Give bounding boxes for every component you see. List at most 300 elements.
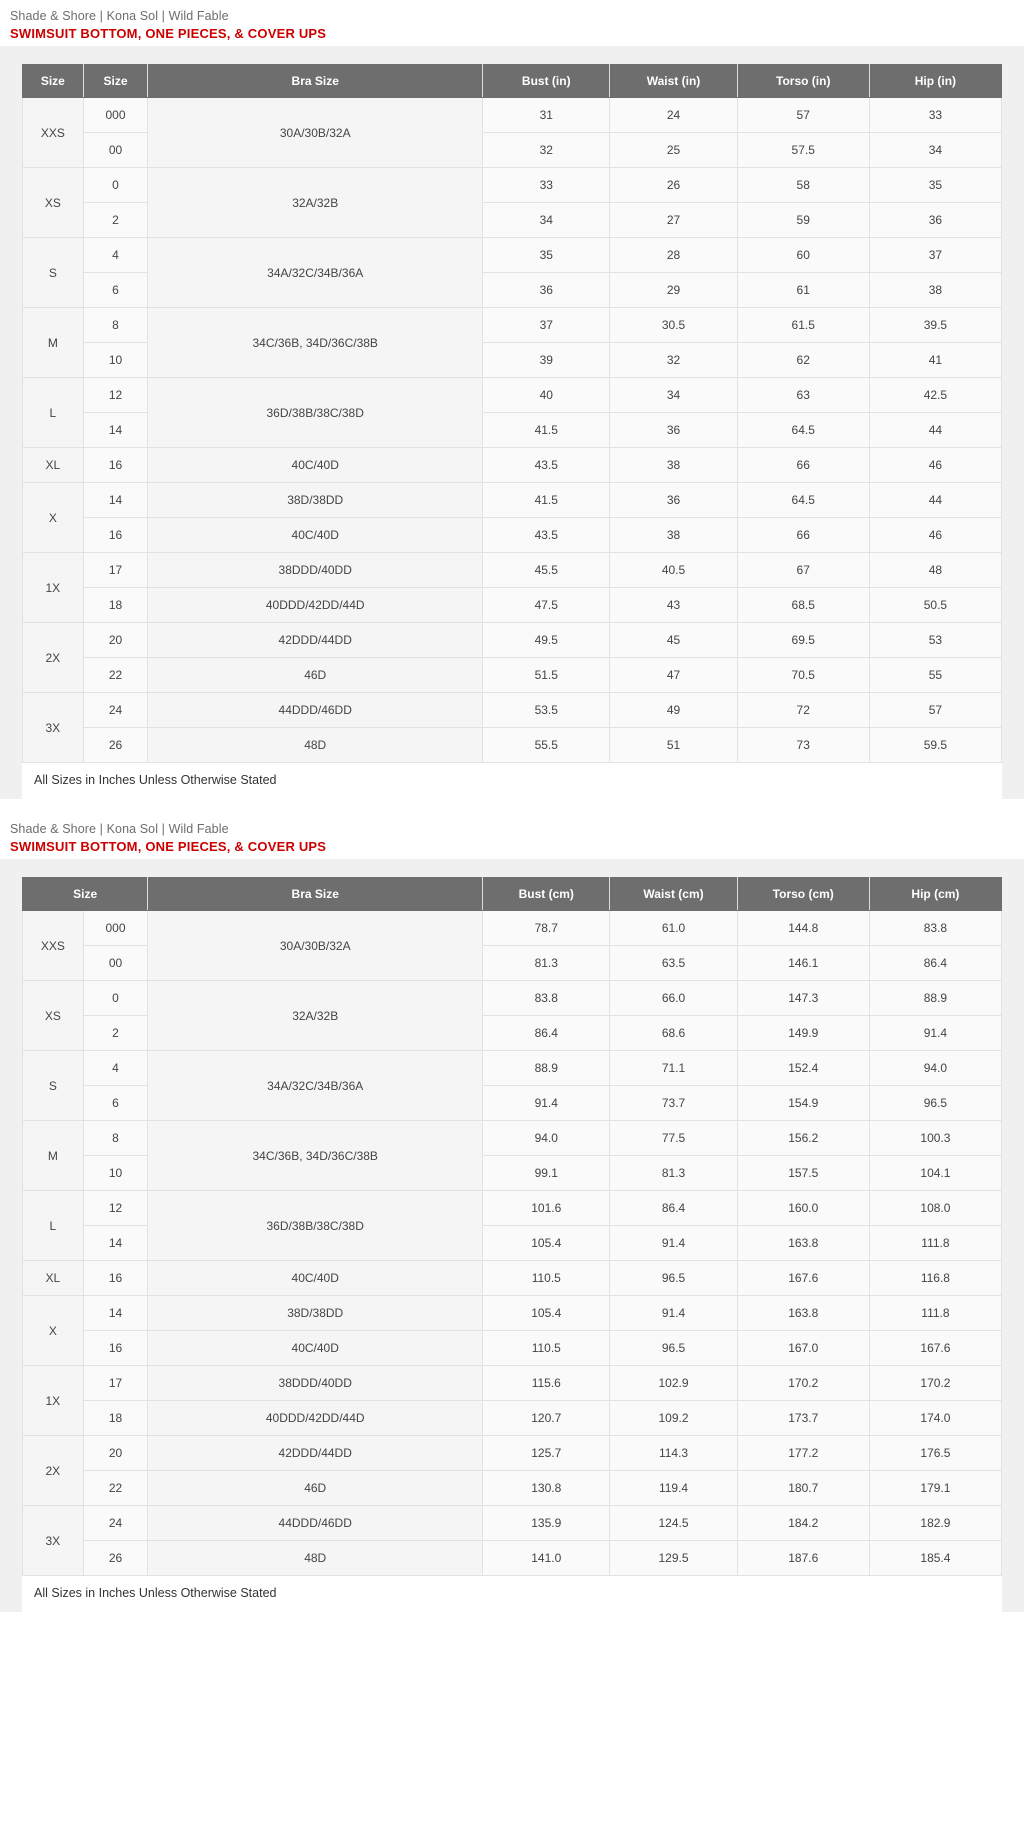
hip-cell: 50.5	[869, 588, 1001, 623]
table-row	[23, 518, 1002, 553]
waist-cell: 47	[610, 658, 737, 693]
bra-size-cell: 34C/36B, 34D/36C/38B	[148, 308, 483, 378]
heading-block-inches	[0, 0, 1024, 46]
torso-cell: 154.9	[737, 1086, 869, 1121]
hip-cell: 100.3	[869, 1121, 1001, 1156]
hip-cell: 36	[869, 203, 1001, 238]
hip-cell: 44	[869, 483, 1001, 518]
table-row	[23, 1331, 1002, 1366]
bust-cell: 101.6	[483, 1191, 610, 1226]
numeric-size-cell: 17	[83, 553, 148, 588]
hip-cell: 179.1	[869, 1471, 1001, 1506]
waist-cell: 96.5	[610, 1331, 737, 1366]
numeric-size-cell: 000	[83, 911, 148, 946]
table-row	[23, 1401, 1002, 1436]
torso-cell: 61	[737, 273, 869, 308]
table-row	[23, 168, 1002, 203]
waist-cell: 77.5	[610, 1121, 737, 1156]
bust-cell: 49.5	[483, 623, 610, 658]
bust-cell: 32	[483, 133, 610, 168]
torso-cell: 73	[737, 728, 869, 763]
hip-cell: 176.5	[869, 1436, 1001, 1471]
waist-cell: 129.5	[610, 1541, 737, 1576]
bust-cell: 39	[483, 343, 610, 378]
alpha-size-cell: 1X	[23, 1366, 84, 1436]
hip-cell: 48	[869, 553, 1001, 588]
brand-line: Shade & Shore | Kona Sol | Wild Fable	[10, 9, 229, 23]
torso-cell: 68.5	[737, 588, 869, 623]
waist-cell: 91.4	[610, 1296, 737, 1331]
table-row	[23, 1506, 1002, 1541]
table-body-inches	[23, 98, 1002, 763]
bust-cell: 41.5	[483, 413, 610, 448]
hip-cell: 94.0	[869, 1051, 1001, 1086]
bra-size-cell: 44DDD/46DD	[148, 693, 483, 728]
bra-size-cell: 40C/40D	[148, 1261, 483, 1296]
numeric-size-cell: 24	[83, 1506, 148, 1541]
torso-cell: 152.4	[737, 1051, 869, 1086]
numeric-size-cell: 6	[83, 273, 148, 308]
torso-cell: 163.8	[737, 1226, 869, 1261]
bust-cell: 47.5	[483, 588, 610, 623]
bra-size-cell: 40C/40D	[148, 448, 483, 483]
alpha-size-cell: XS	[23, 168, 84, 238]
torso-cell: 160.0	[737, 1191, 869, 1226]
brand-line: Shade & Shore | Kona Sol | Wild Fable	[10, 822, 229, 836]
alpha-size-cell: 3X	[23, 1506, 84, 1576]
page-title: SWIMSUIT BOTTOM, ONE PIECES, & COVER UPS	[10, 26, 327, 41]
bust-cell: 110.5	[483, 1261, 610, 1296]
torso-cell: 173.7	[737, 1401, 869, 1436]
alpha-size-cell: M	[23, 308, 84, 378]
hip-cell: 111.8	[869, 1226, 1001, 1261]
numeric-size-cell: 000	[83, 98, 148, 133]
numeric-size-cell: 4	[83, 1051, 148, 1086]
numeric-size-cell: 14	[83, 1296, 148, 1331]
table-row	[23, 658, 1002, 693]
numeric-size-cell: 0	[83, 981, 148, 1016]
torso-cell: 67	[737, 553, 869, 588]
bra-size-cell: 46D	[148, 1471, 483, 1506]
waist-cell: 71.1	[610, 1051, 737, 1086]
table-row	[23, 693, 1002, 728]
hip-cell: 182.9	[869, 1506, 1001, 1541]
waist-cell: 28	[610, 238, 737, 273]
alpha-size-cell: XS	[23, 981, 84, 1051]
table-row	[23, 981, 1002, 1016]
numeric-size-cell: 2	[83, 203, 148, 238]
numeric-size-cell: 16	[83, 518, 148, 553]
footnote-inches: All Sizes in Inches Unless Otherwise Stated	[22, 763, 1002, 799]
table-row	[23, 1051, 1002, 1086]
bra-size-cell: 48D	[148, 728, 483, 763]
waist-cell: 81.3	[610, 1156, 737, 1191]
hip-cell: 38	[869, 273, 1001, 308]
hip-cell: 41	[869, 343, 1001, 378]
bra-size-cell: 42DDD/44DD	[148, 623, 483, 658]
table-row	[23, 378, 1002, 413]
numeric-size-cell: 18	[83, 1401, 148, 1436]
table-row	[23, 1366, 1002, 1401]
torso-cell: 167.0	[737, 1331, 869, 1366]
alpha-size-cell: XXS	[23, 98, 84, 168]
hip-cell: 46	[869, 518, 1001, 553]
hip-cell: 33	[869, 98, 1001, 133]
alpha-size-cell: XL	[23, 448, 84, 483]
numeric-size-cell: 14	[83, 1226, 148, 1261]
numeric-size-cell: 10	[83, 343, 148, 378]
table-row	[23, 1261, 1002, 1296]
hip-cell: 83.8	[869, 911, 1001, 946]
alpha-size-cell: L	[23, 378, 84, 448]
table-row	[23, 1121, 1002, 1156]
torso-cell: 60	[737, 238, 869, 273]
bust-cell: 36	[483, 273, 610, 308]
waist-cell: 30.5	[610, 308, 737, 343]
bra-size-cell: 38D/38DD	[148, 483, 483, 518]
hip-cell: 39.5	[869, 308, 1001, 343]
alpha-size-cell: 2X	[23, 623, 84, 693]
table-header-inches	[23, 65, 1002, 98]
numeric-size-cell: 22	[83, 658, 148, 693]
numeric-size-cell: 16	[83, 1331, 148, 1366]
page-title: SWIMSUIT BOTTOM, ONE PIECES, & COVER UPS	[10, 839, 327, 854]
hip-cell: 167.6	[869, 1331, 1001, 1366]
torso-cell: 61.5	[737, 308, 869, 343]
torso-cell: 180.7	[737, 1471, 869, 1506]
waist-cell: 34	[610, 378, 737, 413]
waist-cell: 43	[610, 588, 737, 623]
table-panel-inches	[0, 46, 1024, 799]
size-table-cm	[22, 877, 1002, 1576]
bra-size-cell: 30A/30B/32A	[148, 911, 483, 981]
torso-cell: 156.2	[737, 1121, 869, 1156]
bra-size-cell: 32A/32B	[148, 168, 483, 238]
torso-cell: 147.3	[737, 981, 869, 1016]
column-header: Size	[23, 65, 84, 98]
table-row	[23, 1541, 1002, 1576]
alpha-size-cell: S	[23, 1051, 84, 1121]
numeric-size-cell: 20	[83, 1436, 148, 1471]
torso-cell: 63	[737, 378, 869, 413]
bust-cell: 115.6	[483, 1366, 610, 1401]
bust-cell: 110.5	[483, 1331, 610, 1366]
table-body-cm	[23, 911, 1002, 1576]
torso-cell: 70.5	[737, 658, 869, 693]
waist-cell: 40.5	[610, 553, 737, 588]
hip-cell: 96.5	[869, 1086, 1001, 1121]
bra-size-cell: 34C/36B, 34D/36C/38B	[148, 1121, 483, 1191]
header-row	[23, 878, 1002, 911]
numeric-size-cell: 12	[83, 378, 148, 413]
waist-cell: 32	[610, 343, 737, 378]
table-row	[23, 238, 1002, 273]
waist-cell: 26	[610, 168, 737, 203]
bust-cell: 35	[483, 238, 610, 273]
waist-cell: 24	[610, 98, 737, 133]
bust-cell: 51.5	[483, 658, 610, 693]
bust-cell: 34	[483, 203, 610, 238]
table-panel-cm	[0, 859, 1024, 1612]
torso-cell: 64.5	[737, 413, 869, 448]
numeric-size-cell: 20	[83, 623, 148, 658]
numeric-size-cell: 18	[83, 588, 148, 623]
bust-cell: 45.5	[483, 553, 610, 588]
torso-cell: 170.2	[737, 1366, 869, 1401]
table-row	[23, 728, 1002, 763]
waist-cell: 36	[610, 413, 737, 448]
table-row	[23, 911, 1002, 946]
bra-size-cell: 36D/38B/38C/38D	[148, 1191, 483, 1261]
waist-cell: 38	[610, 518, 737, 553]
table-row	[23, 448, 1002, 483]
hip-cell: 88.9	[869, 981, 1001, 1016]
size-chart-section-inches	[0, 0, 1024, 799]
table-row	[23, 623, 1002, 658]
bra-size-cell: 44DDD/46DD	[148, 1506, 483, 1541]
hip-cell: 46	[869, 448, 1001, 483]
waist-cell: 102.9	[610, 1366, 737, 1401]
table-row	[23, 1191, 1002, 1226]
numeric-size-cell: 8	[83, 308, 148, 343]
torso-cell: 163.8	[737, 1296, 869, 1331]
bust-cell: 41.5	[483, 483, 610, 518]
bra-size-cell: 46D	[148, 658, 483, 693]
torso-cell: 58	[737, 168, 869, 203]
torso-cell: 66	[737, 448, 869, 483]
numeric-size-cell: 17	[83, 1366, 148, 1401]
waist-cell: 38	[610, 448, 737, 483]
hip-cell: 55	[869, 658, 1001, 693]
torso-cell: 57.5	[737, 133, 869, 168]
hip-cell: 37	[869, 238, 1001, 273]
table-row	[23, 1296, 1002, 1331]
table-header-cm	[23, 878, 1002, 911]
table-row	[23, 98, 1002, 133]
torso-cell: 149.9	[737, 1016, 869, 1051]
alpha-size-cell: X	[23, 483, 84, 553]
hip-cell: 104.1	[869, 1156, 1001, 1191]
alpha-size-cell: XXS	[23, 911, 84, 981]
numeric-size-cell: 10	[83, 1156, 148, 1191]
numeric-size-cell: 8	[83, 1121, 148, 1156]
alpha-size-cell: 3X	[23, 693, 84, 763]
size-table-inches	[22, 64, 1002, 763]
numeric-size-cell: 4	[83, 238, 148, 273]
heading-block-cm	[0, 813, 1024, 859]
bust-cell: 33	[483, 168, 610, 203]
numeric-size-cell: 0	[83, 168, 148, 203]
torso-cell: 62	[737, 343, 869, 378]
alpha-size-cell: 1X	[23, 553, 84, 623]
waist-cell: 45	[610, 623, 737, 658]
waist-cell: 63.5	[610, 946, 737, 981]
table-row	[23, 1436, 1002, 1471]
bust-cell: 135.9	[483, 1506, 610, 1541]
bust-cell: 83.8	[483, 981, 610, 1016]
torso-cell: 72	[737, 693, 869, 728]
table-row	[23, 308, 1002, 343]
waist-cell: 109.2	[610, 1401, 737, 1436]
numeric-size-cell: 00	[83, 133, 148, 168]
alpha-size-cell: L	[23, 1191, 84, 1261]
bra-size-cell: 34A/32C/34B/36A	[148, 238, 483, 308]
torso-cell: 184.2	[737, 1506, 869, 1541]
torso-cell: 144.8	[737, 911, 869, 946]
bust-cell: 43.5	[483, 448, 610, 483]
bust-cell: 130.8	[483, 1471, 610, 1506]
numeric-size-cell: 22	[83, 1471, 148, 1506]
waist-cell: 36	[610, 483, 737, 518]
bra-size-cell: 38DDD/40DD	[148, 1366, 483, 1401]
bust-cell: 94.0	[483, 1121, 610, 1156]
waist-cell: 66.0	[610, 981, 737, 1016]
bust-cell: 88.9	[483, 1051, 610, 1086]
bust-cell: 141.0	[483, 1541, 610, 1576]
hip-cell: 57	[869, 693, 1001, 728]
alpha-size-cell: 2X	[23, 1436, 84, 1506]
waist-cell: 51	[610, 728, 737, 763]
torso-cell: 57	[737, 98, 869, 133]
column-header: Size	[23, 878, 148, 911]
bra-size-cell: 42DDD/44DD	[148, 1436, 483, 1471]
waist-cell: 61.0	[610, 911, 737, 946]
column-header: Waist (cm)	[610, 878, 737, 911]
waist-cell: 68.6	[610, 1016, 737, 1051]
bust-cell: 31	[483, 98, 610, 133]
bra-size-cell: 30A/30B/32A	[148, 98, 483, 168]
bust-cell: 37	[483, 308, 610, 343]
torso-cell: 69.5	[737, 623, 869, 658]
hip-cell: 59.5	[869, 728, 1001, 763]
bra-size-cell: 38D/38DD	[148, 1296, 483, 1331]
section-divider	[0, 799, 1024, 813]
hip-cell: 42.5	[869, 378, 1001, 413]
torso-cell: 64.5	[737, 483, 869, 518]
hip-cell: 35	[869, 168, 1001, 203]
hip-cell: 185.4	[869, 1541, 1001, 1576]
numeric-size-cell: 00	[83, 946, 148, 981]
column-header: Bra Size	[148, 65, 483, 98]
bra-size-cell: 32A/32B	[148, 981, 483, 1051]
bust-cell: 91.4	[483, 1086, 610, 1121]
table-row	[23, 483, 1002, 518]
bra-size-cell: 36D/38B/38C/38D	[148, 378, 483, 448]
column-header: Bust (in)	[483, 65, 610, 98]
alpha-size-cell: XL	[23, 1261, 84, 1296]
column-header: Size	[83, 65, 148, 98]
bra-size-cell: 40C/40D	[148, 518, 483, 553]
hip-cell: 44	[869, 413, 1001, 448]
hip-cell: 170.2	[869, 1366, 1001, 1401]
bust-cell: 99.1	[483, 1156, 610, 1191]
numeric-size-cell: 2	[83, 1016, 148, 1051]
bust-cell: 55.5	[483, 728, 610, 763]
bust-cell: 120.7	[483, 1401, 610, 1436]
numeric-size-cell: 14	[83, 413, 148, 448]
bust-cell: 78.7	[483, 911, 610, 946]
numeric-size-cell: 26	[83, 1541, 148, 1576]
numeric-size-cell: 16	[83, 448, 148, 483]
waist-cell: 124.5	[610, 1506, 737, 1541]
bra-size-cell: 38DDD/40DD	[148, 553, 483, 588]
column-header: Hip (cm)	[869, 878, 1001, 911]
footnote-cm: All Sizes in Inches Unless Otherwise Stated	[22, 1576, 1002, 1612]
numeric-size-cell: 12	[83, 1191, 148, 1226]
numeric-size-cell: 24	[83, 693, 148, 728]
numeric-size-cell: 14	[83, 483, 148, 518]
waist-cell: 49	[610, 693, 737, 728]
torso-cell: 167.6	[737, 1261, 869, 1296]
alpha-size-cell: S	[23, 238, 84, 308]
waist-cell: 25	[610, 133, 737, 168]
bust-cell: 105.4	[483, 1296, 610, 1331]
bra-size-cell: 48D	[148, 1541, 483, 1576]
numeric-size-cell: 26	[83, 728, 148, 763]
hip-cell: 53	[869, 623, 1001, 658]
waist-cell: 73.7	[610, 1086, 737, 1121]
alpha-size-cell: X	[23, 1296, 84, 1366]
bust-cell: 125.7	[483, 1436, 610, 1471]
table-row	[23, 588, 1002, 623]
waist-cell: 29	[610, 273, 737, 308]
waist-cell: 27	[610, 203, 737, 238]
bust-cell: 43.5	[483, 518, 610, 553]
waist-cell: 96.5	[610, 1261, 737, 1296]
bra-size-cell: 40C/40D	[148, 1331, 483, 1366]
numeric-size-cell: 16	[83, 1261, 148, 1296]
table-row	[23, 553, 1002, 588]
column-header: Hip (in)	[869, 65, 1001, 98]
hip-cell: 34	[869, 133, 1001, 168]
waist-cell: 86.4	[610, 1191, 737, 1226]
table-row	[23, 1471, 1002, 1506]
torso-cell: 157.5	[737, 1156, 869, 1191]
bra-size-cell: 40DDD/42DD/44D	[148, 1401, 483, 1436]
bust-cell: 105.4	[483, 1226, 610, 1261]
hip-cell: 111.8	[869, 1296, 1001, 1331]
column-header: Bra Size	[148, 878, 483, 911]
bra-size-cell: 34A/32C/34B/36A	[148, 1051, 483, 1121]
torso-cell: 66	[737, 518, 869, 553]
waist-cell: 114.3	[610, 1436, 737, 1471]
torso-cell: 187.6	[737, 1541, 869, 1576]
column-header: Waist (in)	[610, 65, 737, 98]
size-chart-section-cm	[0, 813, 1024, 1612]
bust-cell: 86.4	[483, 1016, 610, 1051]
bust-cell: 40	[483, 378, 610, 413]
bust-cell: 81.3	[483, 946, 610, 981]
bra-size-cell: 40DDD/42DD/44D	[148, 588, 483, 623]
bust-cell: 53.5	[483, 693, 610, 728]
numeric-size-cell: 6	[83, 1086, 148, 1121]
column-header: Torso (cm)	[737, 878, 869, 911]
hip-cell: 116.8	[869, 1261, 1001, 1296]
header-row	[23, 65, 1002, 98]
torso-cell: 146.1	[737, 946, 869, 981]
column-header: Bust (cm)	[483, 878, 610, 911]
hip-cell: 108.0	[869, 1191, 1001, 1226]
hip-cell: 91.4	[869, 1016, 1001, 1051]
alpha-size-cell: M	[23, 1121, 84, 1191]
hip-cell: 86.4	[869, 946, 1001, 981]
hip-cell: 174.0	[869, 1401, 1001, 1436]
column-header: Torso (in)	[737, 65, 869, 98]
torso-cell: 177.2	[737, 1436, 869, 1471]
waist-cell: 119.4	[610, 1471, 737, 1506]
waist-cell: 91.4	[610, 1226, 737, 1261]
torso-cell: 59	[737, 203, 869, 238]
